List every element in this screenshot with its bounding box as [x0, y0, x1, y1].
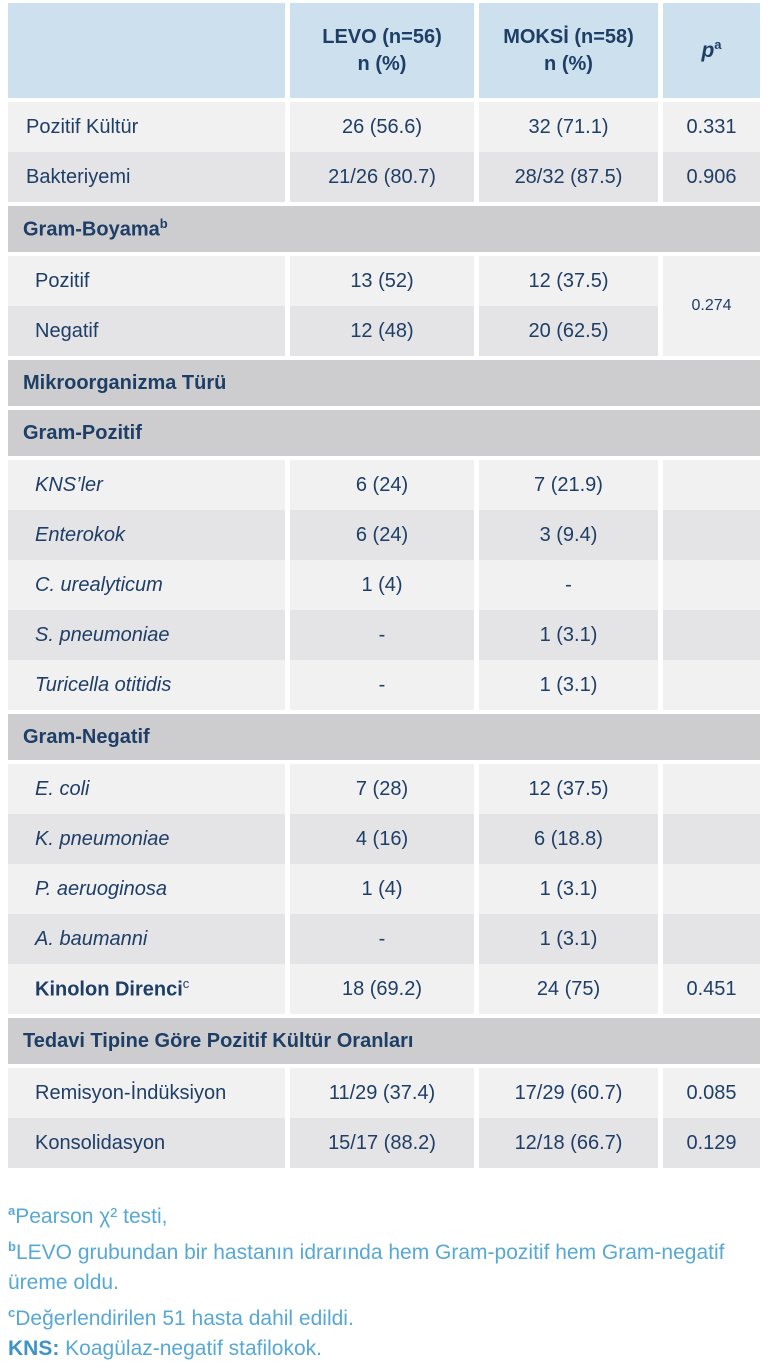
- p-value-cell: 0.906: [663, 152, 760, 202]
- footnote-marker: c: [182, 976, 190, 992]
- p-value-cell: [663, 460, 760, 510]
- header-moksi-column: [479, 3, 658, 98]
- p-value-cell: 0.129: [663, 1118, 760, 1168]
- row-label-cell: [8, 964, 285, 1014]
- row-label-cell: [8, 864, 285, 914]
- row-label: Negatif: [35, 319, 99, 342]
- levo-value-cell: 7 (28): [290, 764, 474, 814]
- levo-value-cell: 13 (52): [290, 256, 474, 306]
- row-label-cell: [8, 510, 285, 560]
- footnote-line: [8, 1334, 760, 1364]
- footnote-marker: a: [8, 1203, 16, 1218]
- header-levo-line2: n (%): [357, 52, 407, 75]
- row-label: Enterokok: [35, 523, 126, 546]
- table-row: [8, 610, 760, 660]
- moksi-value-cell: 7 (21.9): [479, 460, 658, 510]
- footnote-marker: b: [159, 216, 168, 232]
- results-table: [8, 3, 760, 1168]
- row-label-cell: [8, 610, 285, 660]
- moksi-value-cell: 32 (71.1): [479, 102, 658, 152]
- moksi-value-cell: -: [479, 560, 658, 610]
- levo-value-cell: -: [290, 610, 474, 660]
- row-label: Pozitif Kültür: [26, 115, 139, 138]
- moksi-value-cell: 12 (37.5): [479, 764, 658, 814]
- p-value-cell: [663, 814, 760, 864]
- header-moksi-line1: MOKSİ (n=58): [503, 25, 634, 48]
- moksi-value-cell: 17/29 (60.7): [479, 1068, 658, 1118]
- table-row: [8, 660, 760, 710]
- row-label-cell: [8, 306, 285, 356]
- table-row: [8, 306, 658, 356]
- section-header-row: [8, 714, 760, 760]
- p-value-cell: [663, 660, 760, 710]
- footnote-text: Değerlendirilen 51 hasta dahil edildi.: [15, 1307, 354, 1330]
- row-label: Konsolidasyon: [35, 1131, 166, 1154]
- p-value-cell: 0.331: [663, 102, 760, 152]
- row-label: Kinolon Direnci$^c$: [35, 976, 190, 1001]
- levo-value-cell: 26 (56.6): [290, 102, 474, 152]
- p-value-cell: [663, 764, 760, 814]
- levo-value-cell: 6 (24): [290, 460, 474, 510]
- section-title: Tedavi Tipine Göre Pozitif Kültür Oranları: [23, 1029, 414, 1052]
- header-p-column: [663, 3, 760, 98]
- levo-value-cell: 4 (16): [290, 814, 474, 864]
- footnote-abbreviation: KNS:: [8, 1337, 60, 1360]
- header-empty-cell: [8, 3, 285, 98]
- table-row: [8, 152, 760, 202]
- row-label: Remisyon-İndüksiyon: [35, 1081, 227, 1104]
- table-row: [8, 1118, 760, 1168]
- moksi-value-cell: 12/18 (66.7): [479, 1118, 658, 1168]
- row-label-cell: [8, 914, 285, 964]
- moksi-value-cell: 1 (3.1): [479, 660, 658, 710]
- p-value-cell: [663, 560, 760, 610]
- p-value-cell: [663, 864, 760, 914]
- levo-value-cell: 12 (48): [290, 306, 474, 356]
- section-header-row: [8, 1018, 760, 1064]
- header-levo-line1: LEVO (n=56): [322, 25, 442, 48]
- section-header-row: [8, 410, 760, 456]
- table-row: [8, 864, 760, 914]
- row-label-cell: [8, 764, 285, 814]
- levo-value-cell: 6 (24): [290, 510, 474, 560]
- table-body: [8, 102, 760, 1168]
- group-rows: [8, 256, 658, 356]
- moksi-value-cell: 28/32 (87.5): [479, 152, 658, 202]
- table-row: [8, 814, 760, 864]
- footnote-text: Pearson χ² testi,: [15, 1205, 168, 1228]
- p-value-header: $p^a$: [701, 36, 722, 62]
- merged-p-value-cell: 0.274: [663, 256, 760, 356]
- row-label: Pozitif: [35, 269, 90, 292]
- merged-p-row-group: [8, 256, 760, 356]
- row-label-cell: [8, 560, 285, 610]
- row-label: K. pneumoniae: [35, 827, 170, 850]
- moksi-value-cell: 1 (3.1): [479, 914, 658, 964]
- footnote-marker: b: [8, 1239, 16, 1254]
- moksi-value-cell: 1 (3.1): [479, 610, 658, 660]
- moksi-value-cell: 24 (75): [479, 964, 658, 1014]
- moksi-value-cell: 12 (37.5): [479, 256, 658, 306]
- footnote-text: Koagülaz-negatif stafilokok.: [59, 1337, 322, 1360]
- header-moksi-line2: n (%): [544, 52, 593, 75]
- levo-value-cell: -: [290, 660, 474, 710]
- row-label-cell: [8, 460, 285, 510]
- row-label: Bakteriyemi: [26, 165, 131, 188]
- moksi-value-cell: 3 (9.4): [479, 510, 658, 560]
- row-label-cell: [8, 660, 285, 710]
- header-levo-column: [290, 3, 474, 98]
- footnote-line: [8, 1298, 760, 1334]
- levo-value-cell: 11/29 (37.4): [290, 1068, 474, 1118]
- row-label: S. pneumoniae: [35, 623, 170, 646]
- section-title: Gram-Boyama$^b$: [23, 216, 168, 241]
- table-row: [8, 964, 760, 1014]
- table-row: [8, 102, 760, 152]
- p-value-cell: 0.451: [663, 964, 760, 1014]
- table-row: [8, 560, 760, 610]
- moksi-value-cell: 20 (62.5): [479, 306, 658, 356]
- table-row: [8, 764, 760, 814]
- p-value-cell: [663, 610, 760, 660]
- section-header-row: [8, 360, 760, 406]
- table-row: [8, 510, 760, 560]
- table-row: [8, 256, 658, 306]
- table-row: [8, 914, 760, 964]
- row-label-cell: [8, 814, 285, 864]
- p-value-cell: 0.085: [663, 1068, 760, 1118]
- table-header-row: [8, 3, 760, 98]
- levo-value-cell: 1 (4): [290, 864, 474, 914]
- table-row: [8, 460, 760, 510]
- section-title: Mikroorganizma Türü: [23, 371, 227, 394]
- footnote-text: LEVO grubundan bir hastanın idrarında hem Gram-pozitif hem Gram-negatif üreme oldu.: [8, 1241, 725, 1294]
- section-title: Gram-Pozitif: [23, 421, 142, 444]
- levo-value-cell: 15/17 (88.2): [290, 1118, 474, 1168]
- row-label-cell: [8, 152, 285, 202]
- row-label: P. aeruoginosa: [35, 877, 167, 900]
- footnote-line: [8, 1196, 760, 1232]
- footnotes: [8, 1196, 760, 1364]
- row-label-cell: [8, 102, 285, 152]
- levo-value-cell: 21/26 (80.7): [290, 152, 474, 202]
- levo-value-cell: 18 (69.2): [290, 964, 474, 1014]
- moksi-value-cell: 1 (3.1): [479, 864, 658, 914]
- row-label: Turicella otitidis: [35, 673, 172, 696]
- levo-value-cell: 1 (4): [290, 560, 474, 610]
- section-title: Gram-Negatif: [23, 725, 150, 748]
- moksi-value-cell: 6 (18.8): [479, 814, 658, 864]
- footnote-line: [8, 1232, 760, 1298]
- row-label: E. coli: [35, 777, 90, 800]
- p-value-cell: [663, 914, 760, 964]
- footnote-marker: c: [8, 1305, 16, 1320]
- table-row: [8, 1068, 760, 1118]
- row-label-cell: [8, 1118, 285, 1168]
- row-label-cell: [8, 256, 285, 306]
- section-header-row: [8, 206, 760, 252]
- row-label: C. urealyticum: [35, 573, 163, 596]
- levo-value-cell: -: [290, 914, 474, 964]
- row-label: A. baumanni: [35, 927, 148, 950]
- row-label-cell: [8, 1068, 285, 1118]
- row-label: KNS’ler: [35, 473, 103, 496]
- p-value-cell: [663, 510, 760, 560]
